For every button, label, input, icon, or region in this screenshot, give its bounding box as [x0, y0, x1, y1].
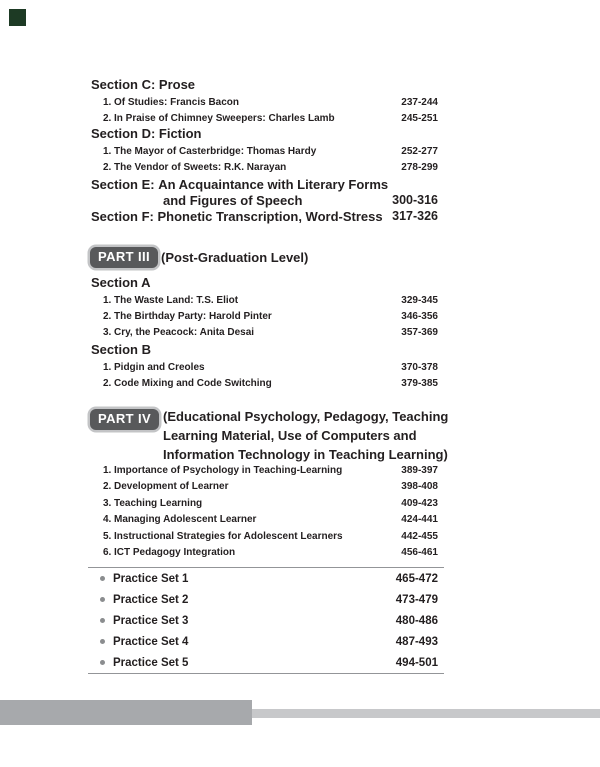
item-title: The Birthday Party: Harold Pinter: [114, 310, 272, 322]
toc-item-row: [91, 324, 438, 340]
item-title: The Mayor of Casterbridge: Thomas Hardy: [114, 145, 317, 157]
page-range: 245-251: [401, 112, 438, 124]
section-e-label: Section E:: [91, 177, 155, 192]
page-range: 389-397: [401, 464, 438, 476]
toc-item-row: [91, 528, 438, 545]
page-range: 370-378: [401, 361, 438, 373]
part-3-subtitle: (Post-Graduation Level): [161, 250, 309, 265]
part-4-subtitle-line: Learning Material, Use of Computers and: [163, 428, 417, 443]
toc-item-row: [91, 512, 438, 529]
page-range: 300-316: [392, 192, 438, 207]
practice-set-row: [88, 631, 444, 652]
item-number: 1.: [103, 464, 112, 476]
section-a-block: [91, 274, 438, 340]
item-number: 2.: [103, 310, 112, 322]
item-number: 5.: [103, 530, 112, 542]
page-range: 480-486: [395, 614, 438, 627]
item-number: 2.: [103, 377, 112, 389]
toc-item-row: [91, 462, 438, 479]
item-title: Code Mixing and Code Switching: [114, 377, 272, 389]
page-range: 398-408: [401, 481, 438, 493]
practice-set-row: [88, 610, 444, 631]
practice-set-title: Practice Set 5: [113, 656, 189, 669]
item-title: The Waste Land: T.S. Eliot: [114, 294, 239, 306]
page-range: 379-385: [401, 377, 438, 389]
page-range: 487-493: [395, 635, 438, 648]
bullet-icon: [100, 597, 105, 602]
footer-bar-dark: [0, 700, 252, 725]
item-number: 1.: [103, 145, 112, 157]
section-c-heading: Section C: Prose: [91, 77, 196, 92]
page-range: 409-423: [401, 497, 438, 509]
page-range: 317-326: [392, 209, 438, 223]
item-number: 2.: [103, 161, 112, 173]
toc-item-row: [91, 110, 438, 126]
item-title: Cry, the Peacock: Anita Desai: [114, 326, 255, 338]
page-range: 252-277: [401, 145, 438, 157]
practice-set-title: Practice Set 4: [113, 635, 189, 648]
section-b-block: [91, 341, 438, 391]
section-e-block: [91, 177, 438, 208]
part-4-subtitle-line: Information Technology in Teaching Learning): [163, 447, 448, 462]
part-4-badge: PART IV: [90, 409, 159, 430]
toc-item-row: [91, 308, 438, 324]
toc-item-row: [91, 359, 438, 375]
page-range: 329-345: [401, 294, 438, 306]
section-e-row: [91, 177, 438, 208]
section-a-heading: Section A: [91, 275, 151, 290]
toc-item-row: [91, 495, 438, 512]
bullet-icon: [100, 660, 105, 665]
section-d-block: [91, 125, 438, 175]
item-title: The Vendor of Sweets: R.K. Narayan: [114, 161, 287, 173]
item-title: Instructional Strategies for Adolescent Learners: [114, 530, 343, 542]
section-f-row: [91, 209, 438, 225]
practice-set-row: [88, 589, 444, 610]
practice-sets-block: [88, 567, 444, 674]
page-range: 278-299: [401, 161, 438, 173]
page-range: 346-356: [401, 310, 438, 322]
page-range: 473-479: [395, 593, 438, 606]
section-e-title: [91, 177, 388, 208]
item-title: ICT Pedagogy Integration: [114, 547, 236, 559]
page-range: 456-461: [401, 547, 438, 559]
bullet-icon: [100, 618, 105, 623]
page-range: 494-501: [395, 656, 438, 669]
practice-set-title: Practice Set 3: [113, 614, 189, 627]
toc-item-row: [91, 94, 438, 110]
practice-set-title: Practice Set 1: [113, 572, 189, 585]
item-number: 2.: [103, 481, 112, 493]
item-title: Of Studies: Francis Bacon: [114, 96, 240, 108]
toc-item-row: [91, 375, 438, 391]
item-title: Managing Adolescent Learner: [114, 514, 257, 526]
page-range: 237-244: [401, 96, 438, 108]
bullet-icon: [100, 576, 105, 581]
section-f-block: [91, 209, 438, 225]
section-c-block: [91, 76, 438, 126]
page-range: 442-455: [401, 530, 438, 542]
part-4-items-block: [91, 462, 438, 561]
section-b-heading: Section B: [91, 342, 151, 357]
page-range: 424-441: [401, 514, 438, 526]
toc-item-row: [91, 545, 438, 562]
corner-marker: [9, 9, 26, 26]
part-4-subtitle: [163, 407, 448, 464]
section-e-line2: and Figures of Speech: [163, 192, 303, 208]
bullet-icon: [100, 639, 105, 644]
section-e-line1: An Acquaintance with Literary Forms: [158, 177, 389, 192]
item-number: 4.: [103, 514, 112, 526]
item-number: 1.: [103, 361, 112, 373]
toc-item-row: [91, 159, 438, 175]
item-number: 1.: [103, 294, 112, 306]
toc-item-row: [91, 292, 438, 308]
practice-set-title: Practice Set 2: [113, 593, 189, 606]
item-title: Teaching Learning: [114, 497, 203, 509]
item-title: Importance of Psychology in Teaching-Learning: [114, 464, 343, 476]
item-number: 3.: [103, 326, 112, 338]
section-d-heading: Section D: Fiction: [91, 126, 202, 141]
section-f-title: Phonetic Transcription, Word-Stress: [157, 209, 383, 224]
item-title: In Praise of Chimney Sweepers: Charles Lamb: [114, 112, 335, 124]
page-range: 465-472: [395, 572, 438, 585]
item-number: 3.: [103, 497, 112, 509]
toc-item-row: [91, 143, 438, 159]
part-4-subtitle-line: (Educational Psychology, Pedagogy, Teaching: [163, 409, 449, 424]
item-number: 6.: [103, 547, 112, 559]
item-title: Pidgin and Creoles: [114, 361, 205, 373]
page-range: 357-369: [401, 326, 438, 338]
part-3-badge: PART III: [90, 247, 158, 268]
item-title: Development of Learner: [114, 481, 229, 493]
practice-set-row: [88, 568, 444, 589]
section-f-label: Section F:: [91, 209, 154, 224]
item-number: 1.: [103, 96, 112, 108]
toc-item-row: [91, 479, 438, 496]
practice-set-row: [88, 652, 444, 673]
item-number: 2.: [103, 112, 112, 124]
footer-bar-light: [252, 709, 600, 718]
